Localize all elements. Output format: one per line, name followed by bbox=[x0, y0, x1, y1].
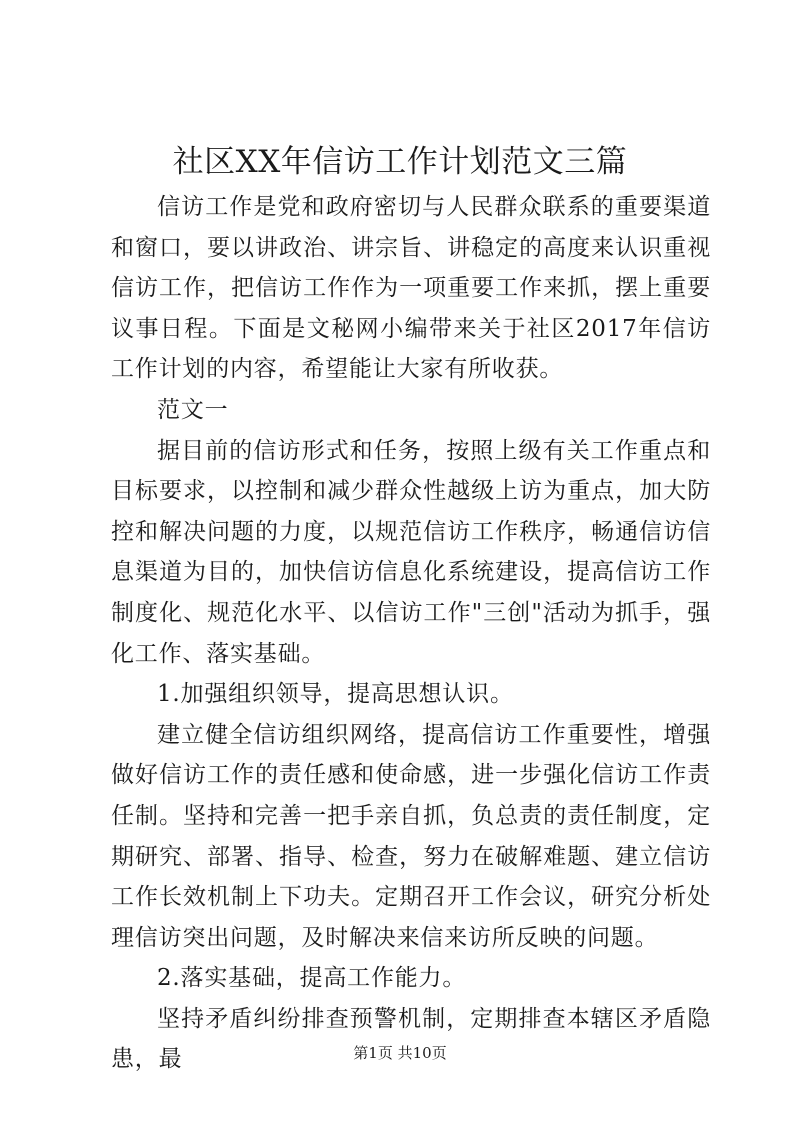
section-heading-item-2: 2.落实基础，提高工作能力。 bbox=[157, 965, 467, 992]
paragraph-organization: 建立健全信访组织网络，提高信访工作重要性，增强做好信访工作的责任感和使命感，进一步强化信访工作责任制。坚持和完善一把手亲自抓，负总责的责任制度，定期研究、部署、指导、检查，努力在破解难题、建立信访工作长效机制上下功夫。定期召开工作会议，研究分析处理信访突出问题，及时解决来信来访所反映的问题。 bbox=[111, 721, 711, 951]
document-body bbox=[111, 187, 711, 1080]
page-number-footer: 第1页 共10页 bbox=[353, 1044, 447, 1062]
section-heading-item-1: 1.加强组织领导，提高思想认识。 bbox=[157, 681, 514, 708]
section-heading-sample-one: 范文一 bbox=[157, 396, 229, 423]
paragraph-mechanism: 坚持矛盾纠纷排查预警机制，定期排查本辖区矛盾隐患，最 bbox=[111, 1005, 711, 1073]
document-title: 社区XX年信访工作计划范文三篇 bbox=[172, 144, 628, 180]
paragraph-intro: 信访工作是党和政府密切与人民群众联系的重要渠道和窗口，要以讲政治、讲宗旨、讲稳定的高度来认识重视信访工作，把信访工作作为一项重要工作来抓，摆上重要议事日程。下面是文秘网小编带来关于社区2017年信访工作计划的内容，希望能让大家有所收获。 bbox=[111, 194, 711, 383]
paragraph-goals: 据目前的信访形式和任务，按照上级有关工作重点和目标要求，以控制和减少群众性越级上访为重点，加大防控和解决问题的力度，以规范信访工作秩序，畅通信访信息渠道为目的，加快信访信息化系统建设，提高信访工作制度化、规范化水平、以信访工作"三创"活动为抓手，强化工作、落实基础。 bbox=[111, 437, 711, 667]
